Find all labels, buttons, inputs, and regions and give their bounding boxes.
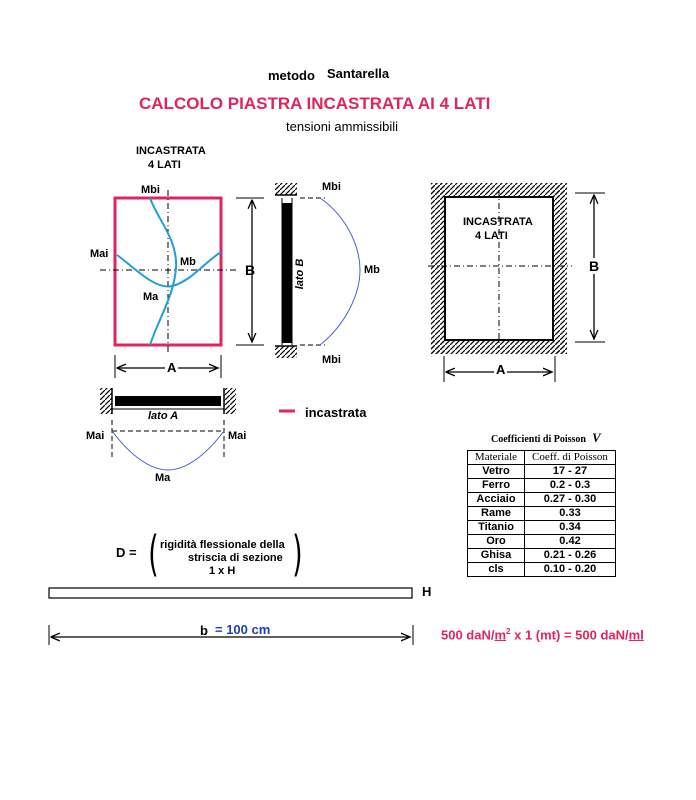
side-b-diagram [275,183,360,358]
page-subtitle: tensioni ammissibili [286,119,398,134]
coeff-cell: 0.33 [525,507,616,521]
clamped-label-line1: INCASTRATA [463,216,533,228]
load-unit-ml: ml [628,627,644,643]
coeff-cell: 0.27 - 0.30 [525,493,616,507]
plate-heading-line2: 4 LATI [148,159,181,171]
mb-curve [150,198,176,345]
left-paren: ( [148,526,159,582]
clamped-dim-b: B [589,258,600,274]
load-sup: 2 [506,627,511,636]
load-part2: x 1 (mt) = 500 daN/ [510,627,629,643]
beam-b [282,203,292,343]
coeff-cell: 0.10 - 0.20 [525,563,616,577]
plate-heading-line1: INCASTRATA [136,145,206,157]
table-row [468,465,616,479]
material-cell: Ghisa [468,549,525,563]
moment-curve-a [112,431,224,470]
plate-diagram [100,190,264,378]
coeff-cell: 0.21 - 0.26 [525,549,616,563]
legend-label: incastrata [305,405,367,420]
coeff-cell: 0.2 - 0.3 [525,479,616,493]
clamped-plate-diagram [428,183,605,382]
poisson-header-coeff: Coeff. di Poisson [525,451,616,465]
label-dim-a: A [167,360,177,375]
material-cell: Titanio [468,521,525,535]
table-row [468,507,616,521]
table-row [468,521,616,535]
label-mai-plate: Mai [90,248,109,260]
label-ma-plate: Ma [143,291,159,303]
material-cell: Rame [468,507,525,521]
material-cell: Ferro [468,479,525,493]
method-name: Santarella [327,66,390,81]
label-mb-side: Mb [364,264,380,276]
ma-curve [117,252,221,286]
label-mbi-top: Mbi [322,181,341,193]
table-row [468,563,616,577]
rigidity-line2: striscia di sezione [188,552,283,564]
table-row [468,535,616,549]
method-label: metodo [268,68,315,83]
strip-section [49,588,412,598]
clamped-dim-a: A [496,362,506,377]
material-cell: Oro [468,535,525,549]
clamped-label-line2: 4 LATI [475,230,508,242]
rigidity-line3: 1 x H [209,565,236,577]
material-cell: Acciaio [468,493,525,507]
strip-b-label: b [200,623,208,638]
table-row [468,479,616,493]
material-cell: Vetro [468,465,525,479]
label-lato-a: lato A [148,410,179,422]
coeff-cell: 0.42 [525,535,616,549]
coeff-cell: 0.34 [525,521,616,535]
beam-a [115,396,221,406]
label-mb-plate: Mb [180,256,196,268]
load-unit-m: m [494,627,507,643]
label-lato-b: lato B [294,254,306,294]
page-title: CALCOLO PIASTRA INCASTRATA AI 4 LATI [139,94,491,113]
load-part1: 500 daN/ [441,627,495,643]
label-mbi-bottom: Mbi [322,354,341,366]
table-row [468,549,616,563]
table-row [468,493,616,507]
label-ma-side: Ma [155,472,171,484]
strip-b-value: = 100 cm [215,622,271,637]
rigidity-line1: rigidità flessionale della [160,539,285,551]
label-mbi-plate: Mbi [141,184,160,196]
right-paren: ) [292,526,303,582]
label-mai-left: Mai [86,430,105,442]
coeff-cell: 17 - 27 [525,465,616,479]
poisson-header-material: Materiale [468,451,525,465]
label-dim-b: B [245,262,256,278]
strip-h-label: H [422,584,432,599]
poisson-symbol: V [592,430,601,445]
poisson-title: Coefficienti di Poisson [491,434,586,445]
rigidity-lhs: D = [116,545,137,560]
poisson-table [467,450,616,577]
load-expression [441,627,644,642]
label-mai-right: Mai [228,430,247,442]
material-cell: cls [468,563,525,577]
moment-curve-b [320,198,360,345]
side-a-diagram [100,388,236,470]
